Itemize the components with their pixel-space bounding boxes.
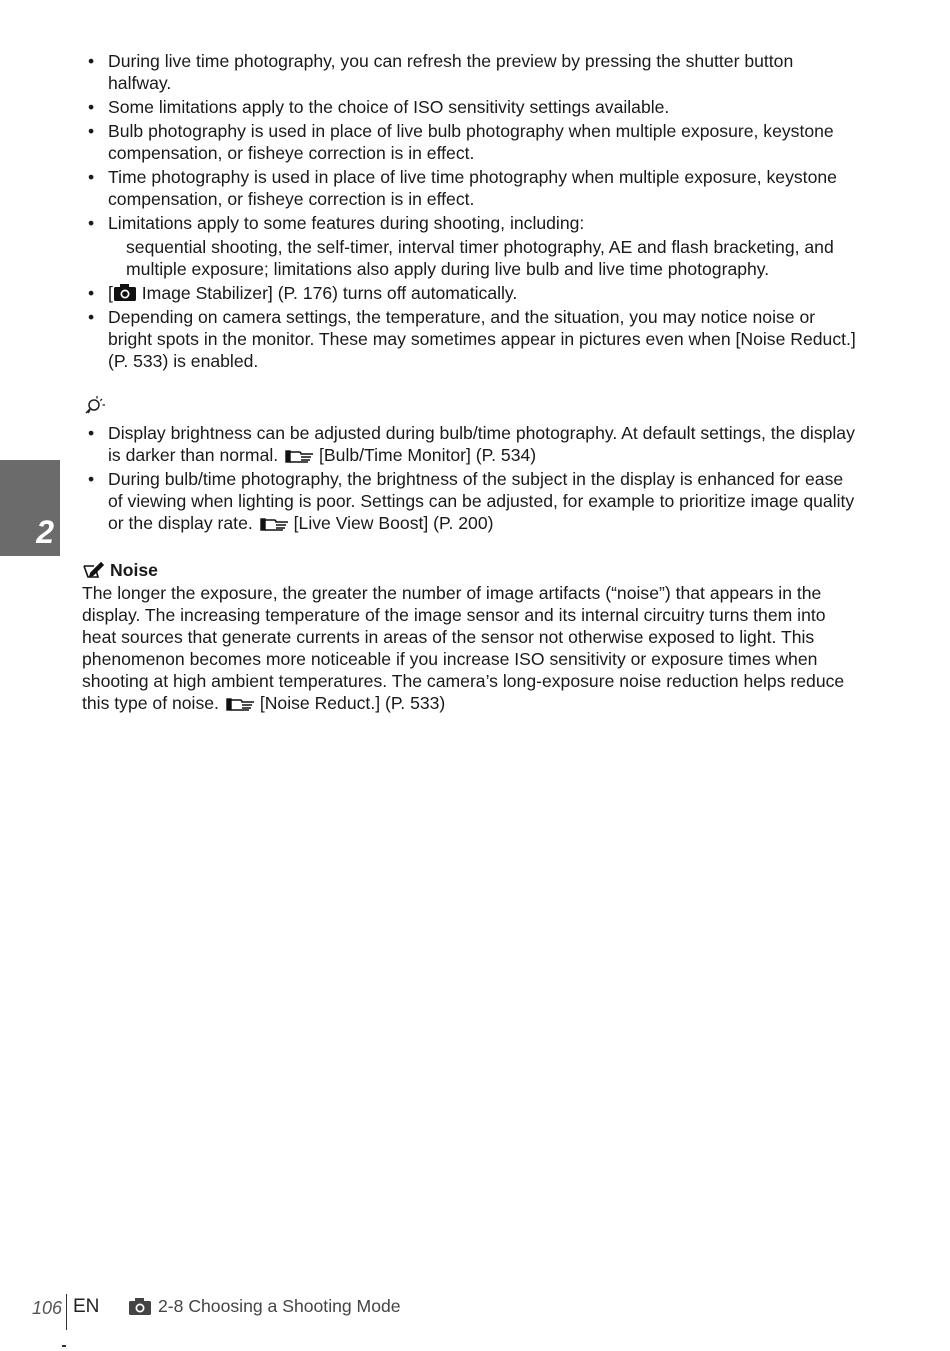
list-item: • Depending on camera settings, the temperature, and the situation, you may notice noise or bright spots in the monitor. These may sometimes appear in pictures even when [Noise Reduct.] (P. 533) is enabled. [88, 306, 858, 372]
reference-hand-icon [260, 516, 290, 532]
list-item: • Some limitations apply to the choice of ISO sensitivity settings available. [88, 96, 858, 118]
hints-list [88, 422, 858, 536]
limitations-detail: sequential shooting, the self-timer, interval timer photography, AE and flash bracketing, and multiple exposure; limitations also apply during live bulb and live time photography. [126, 237, 834, 279]
camera-icon [128, 1297, 152, 1316]
reference-hand-icon [285, 448, 315, 464]
list-item: • [ Image Stabilizer] (P. 176) turns off automatically. [88, 282, 858, 304]
chapter-number: 2 [36, 514, 54, 550]
list-item: • Limitations apply to some features during shooting, including: sequential shooting, the self-timer, interval timer photography, AE and flash bracketing, and multiple exposure; limitations also apply during live bulb and live time photography. [88, 212, 858, 280]
camera-icon [113, 283, 137, 302]
hint-lightbulb-icon [82, 395, 106, 417]
list-item: • During bulb/time photography, the brightness of the subject in the display is enhanced for ease of viewing when lighting is poor. Settings can be adjusted, for example to prioritize image quality or the display rate. [Live View Boost] (P. 200) [88, 468, 858, 534]
reference-hand-icon [226, 696, 256, 712]
crop-mark [62, 1345, 66, 1347]
list-item: • During live time photography, you can refresh the preview by pressing the shutter button halfway. [88, 50, 858, 94]
language-label: EN [73, 1296, 100, 1317]
page-number: 106 [32, 1298, 63, 1318]
noise-paragraph: The longer the exposure, the greater the number of image artifacts (“noise”) that appears in the display. The increasing temperature of the image sensor and its internal circuitry turns them into heat sources that generate currents in areas of the sensor not otherwise exposed to light. This phenomenon becomes more noticeable if you increase ISO sensitivity or exposure times when shooting at high ambient temperatures. The camera’s long-exposure noise reduction helps reduce this type of noise. [Noise Reduct.] (P. 533) [82, 583, 845, 713]
section-title: 2-8 Choosing a Shooting Mode [158, 1296, 401, 1316]
memo-pencil-icon [82, 561, 104, 579]
notes-list [88, 50, 858, 374]
list-item: • Time photography is used in place of live time photography when multiple exposure, keystone compensation, or fisheye correction is in effect. [88, 166, 858, 210]
list-item: • Bulb photography is used in place of live bulb photography when multiple exposure, keystone compensation, or fisheye correction is in effect. [88, 120, 858, 164]
noise-heading: Noise [82, 559, 158, 581]
footer-divider [66, 1294, 67, 1330]
list-item: • Display brightness can be adjusted during bulb/time photography. At default settings, the display is darker than normal. [Bulb/Time Monitor] (P. 534) [88, 422, 858, 466]
chapter-tab [0, 460, 60, 556]
